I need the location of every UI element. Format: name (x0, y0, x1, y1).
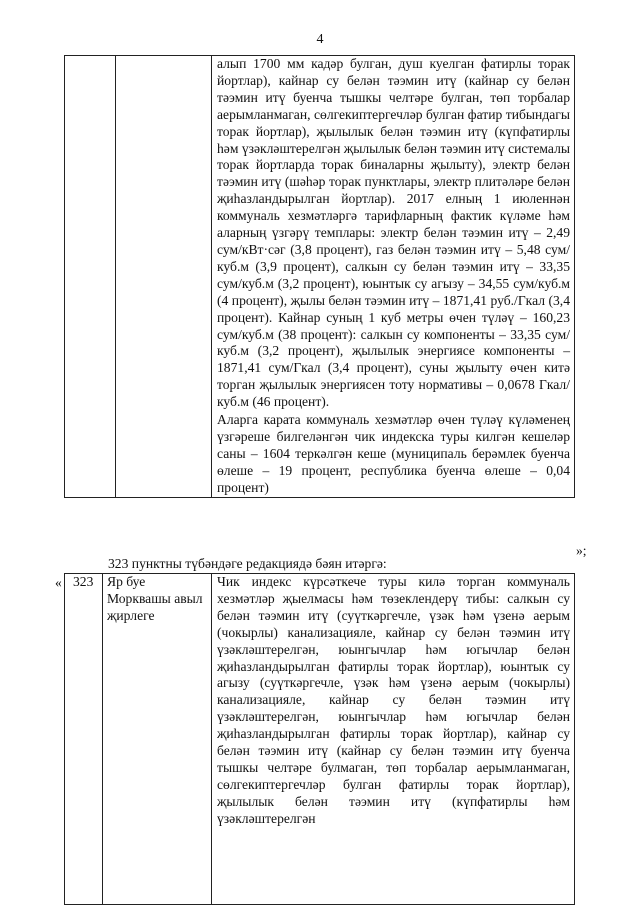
amended-table (64, 573, 575, 905)
municipality-cell: Яр буе Морквашы авыл җирлеге (103, 574, 212, 905)
tariff-paragraph: алып 1700 мм кадәр булган, душ куелган фатирлы торак йортлар), кайнар су белән тәэмин итү (кайнар су белән тәэмин итү буенча тышкы челтәре булган, төп торбалар аерымланмаган, сөлгекиптергечләр булган фатир тибындагы торак йортлар), җылылык белән тәэмин итү (күпфатирлы һәм үзәкләштерелгән җылылык белән тәэмин итү системалы торак йортларда торак биналарны җылыту), электр белән тәэмин итү (шәһәр торак пунктлары, электр плитәләре белән җиһазландырылган йортлар). 2017 елның 1 июленнән коммуналь хезмәтләргә тарифларның фактик күләме һәм аларның үзгәрү темплары: электр белән тәэмин итү – 2,49 сум/кВт·сәг (3,8 процент), газ белән тәэмин итү – 5,48 сум/куб.м (3,9 процент), салкын су белән тәэмин итү – 33,35 сум/куб.м (3,2 процент), юынтык су агызу – 34,55 сум/куб.м (4 процент), җылы белән тәэмин итү – 1871,41 руб./Гкал (3,4 процент). Кайнар суның 1 куб метры өчен түләү – 160,23 сум/куб.м (38 процент): салкын су компоненты – 33,35 сум/куб.м (3,2 процент), җылылык энергиясе компоненты – 1871,41 сум/Гкал (3,4 процент), суны җылыту өчен китә торган җылылык энергиясен тоту нормативы – 0,0678 Гкал/куб.м (46 процент). (217, 56, 570, 410)
continued-table (64, 55, 575, 498)
amendment-intro: 323 пунктны түбәндәге редакциядә бәян итәргә: (108, 556, 387, 571)
description-cell (212, 56, 575, 498)
opening-quote: « (55, 575, 62, 590)
page-number: 4 (316, 32, 324, 47)
table-row (65, 574, 575, 905)
row-number-cell: 323 (65, 574, 103, 905)
closing-quote: »; (576, 543, 587, 558)
table-row (65, 56, 575, 498)
service-description: Чик индекс күрсәткече туры килә торган коммуналь хезмәтләр җыелмасы һәм төзеклендерү тибы: салкын су белән тәэмин итү (суүткәргечле, үзәк һәм үзенә аерым (чокырлы) канализацияле, кайнар су белән тәэмин итү үзәкләштерелгән, юынгычлар һәм югычлар белән җиһазландырылган фатирлы торак йортлар), юынтык су агызу (суүткәргечле, үзәк һәм үзенә аерым (чокырлы) канализацияле, кайнар су белән тәэмин итү үзәкләштерелгән, юынгычлар һәм югычлар белән җиһазландырылган фатирлы торак йортлар), кайнар су белән тәэмин итү (кайнар су белән тәэмин итү буенча тышкы челтәре булмаган, төп торбалар аерымланмаган, сөлгекиптергечләр булган фатирлы торак йортлар), җылылык белән тәэмин итү (күпфатирлы һәм үзәкләштерелгән (217, 574, 570, 826)
people-count-paragraph: Аларга карата коммуналь хезмәтләр өчен түләү күләменең үзгәреше билгеләнгән чик индекска туры килгән кешеләр саны – 1604 теркәлгән кеше (муниципаль берәмлек буенча өлеше – 19 процент, республика буенча өлеше – 0,04 процент) (217, 412, 570, 495)
description-cell (212, 574, 575, 905)
row-number-cell (65, 56, 116, 498)
municipality-cell (116, 56, 212, 498)
